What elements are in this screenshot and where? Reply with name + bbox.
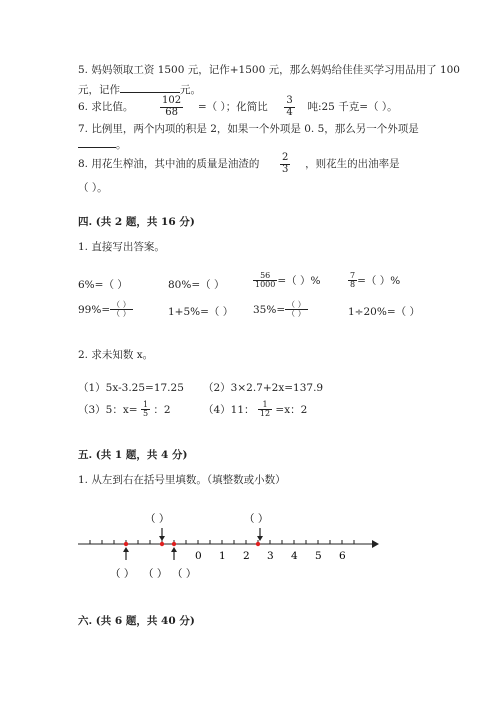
q5-line2-prefix: 元，记作 [78, 84, 120, 96]
tick-label: 3 [267, 550, 274, 562]
bottom-bracket-2[interactable]: （ ） [143, 568, 168, 580]
down-arrow-icon [159, 528, 165, 541]
section4-q1-title: 1. 直接写出答案。 [78, 241, 165, 253]
tick-label: 4 [291, 550, 298, 562]
q7-end: 。 [116, 139, 127, 151]
number-line-diagram [0, 510, 500, 590]
point-marker [124, 542, 128, 546]
q5-line2 [78, 82, 201, 97]
calc-99-percent: 99%= $\frac{( )}{( )}$ [78, 300, 131, 319]
q6-suffix: 吨:25 千克=（ ）。 [307, 101, 398, 113]
equation-3: （3）5：x= $\frac{1}{5}$ ：2 [78, 400, 171, 419]
calc-56-over-1000: $\frac{56}{1000}$ =（ ）% [255, 271, 321, 290]
q6-line [78, 96, 398, 118]
bottom-bracket-3[interactable]: （ ） [172, 568, 197, 580]
q6-middle: =（ ）；化简比 [197, 101, 268, 113]
tick-label: 6 [339, 550, 346, 562]
top-bracket-1[interactable]: （ ） [145, 513, 170, 525]
tick-label: 2 [243, 550, 250, 562]
point-marker [160, 542, 164, 546]
calc-1-div-20-percent: 1÷20%=（ ） [348, 306, 420, 318]
bottom-bracket-1[interactable]: （ ） [110, 568, 135, 580]
calc-7-over-8: $\frac{7}{8}$ =（ ）% [350, 271, 401, 290]
q7-line1: 7. 比例里，两个内项的积是 2，如果一个外项是 0. 5，那么另一个外项是 [78, 123, 419, 135]
down-arrow-icon [257, 528, 263, 541]
axis-arrow-icon [372, 540, 379, 548]
tick-marks [90, 540, 354, 544]
up-arrow-icon [123, 547, 129, 560]
q8-prefix: 8. 用花生榨油，其中油的质量是油渣的 [78, 158, 260, 170]
tick-label: 0 [195, 550, 202, 562]
point-marker [256, 542, 260, 546]
q6-fraction-2: $\frac{3}{4}$ [286, 95, 293, 118]
q6-fraction-1: $\frac{102}{68}$ [162, 95, 182, 118]
tick-label: 1 [219, 550, 226, 562]
q7-answer-blank[interactable] [78, 147, 116, 148]
q6-prefix: 6. 求比值。 [78, 101, 134, 113]
section5-heading: 五. (共 1 题，共 4 分) [78, 449, 188, 461]
section6-heading: 六. (共 6 题，共 40 分) [78, 615, 195, 627]
calc-80-percent: 80%=（ ） [168, 279, 225, 291]
tick-label: 5 [315, 550, 322, 562]
equation-2: （2）3×2.7+2x=137.9 [203, 382, 324, 394]
calc-35-percent: 35%= $\frac{( )}{( )}$ [253, 300, 306, 319]
equation-1: （1）5x-3.25=17.25 [78, 382, 184, 394]
calc-6-percent: 6%=（ ） [78, 279, 128, 291]
q8-suffix: ，则花生的出油率是 [305, 158, 400, 170]
section5-q1-title: 1. 从左到右在括号里填数。（填整数或小数） [78, 474, 286, 486]
q8-line1 [78, 153, 400, 175]
q8-fraction: $\frac{2}{3}$ [282, 152, 289, 175]
q5-answer-blank[interactable] [120, 92, 180, 93]
q5-line1: 5. 妈妈领取工资 1500 元，记作+1500 元，那么妈妈给佳佳买学习用品用了 100 [78, 64, 460, 76]
section4-q2-title: 2. 求未知数 x。 [78, 349, 154, 361]
q5-line2-suffix: 元。 [180, 84, 201, 96]
equation-4: （4）11： $\frac{1}{12}$ =x：2 [203, 400, 308, 419]
top-bracket-2[interactable]: （ ） [244, 513, 269, 525]
section4-heading: 四. (共 2 题，共 16 分) [78, 216, 195, 228]
q7-line2 [78, 137, 127, 152]
up-arrow-icon [171, 547, 177, 560]
point-marker [172, 542, 176, 546]
q8-line2: （ ）。 [78, 182, 108, 194]
calc-1-plus-5-percent: 1+5%=（ ） [168, 306, 234, 318]
